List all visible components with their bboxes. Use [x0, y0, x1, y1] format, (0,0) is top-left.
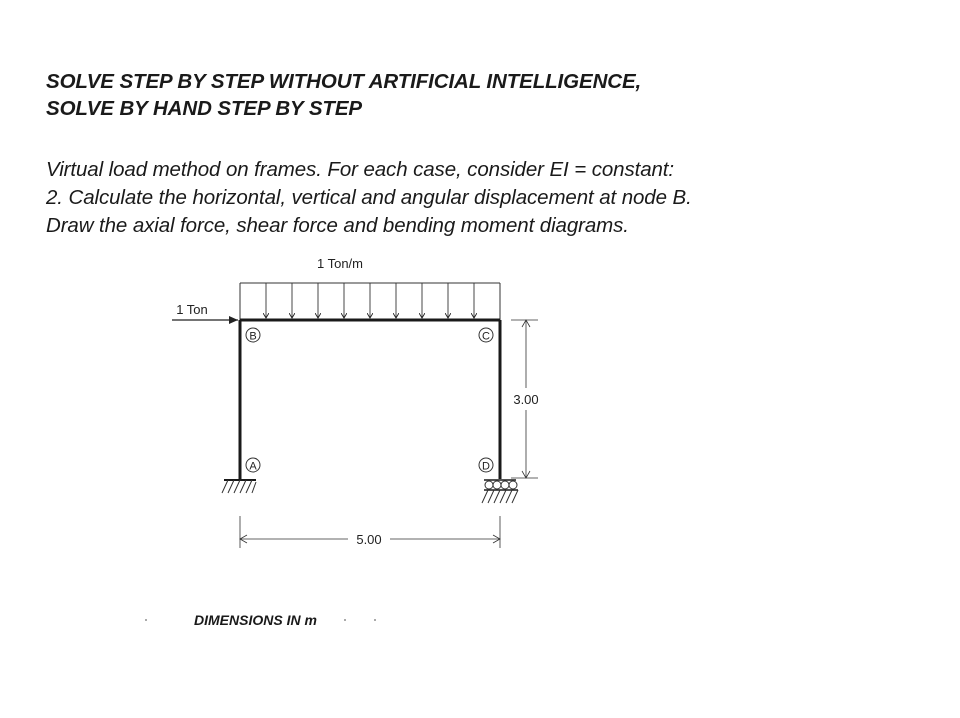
distributed-load: [240, 256, 500, 320]
node-d: [479, 458, 493, 473]
node-c-label: C: [482, 330, 490, 343]
span-dimension: [240, 516, 500, 548]
span-label: 5.00: [356, 532, 382, 547]
node-a-label: A: [249, 460, 257, 473]
roller-support-icon: [482, 480, 518, 503]
node-d-label: D: [482, 460, 490, 473]
point-load-label: 1 Ton: [176, 302, 208, 317]
node-c: [479, 328, 493, 343]
node-b-label: B: [249, 330, 257, 343]
height-dimension: [511, 320, 539, 478]
problem-line-2: 2. Calculate the horizontal, vertical and angular displacement at node B.: [46, 186, 692, 209]
point-load: [172, 302, 238, 320]
heading-line-1: SOLVE STEP BY STEP WITHOUT ARTIFICIAL INTELLIGENCE,: [46, 70, 642, 93]
fixed-support-icon: [222, 480, 256, 493]
node-a: [246, 458, 260, 473]
distributed-load-label: 1 Ton/m: [316, 256, 364, 271]
dimensions-note: DIMENSIONS IN m: [194, 612, 317, 628]
problem-line-1: Virtual load method on frames. For each case, consider EI = constant:: [46, 158, 674, 181]
frame-members: [240, 320, 500, 479]
node-b: [246, 328, 260, 343]
load-arrows: [266, 283, 474, 318]
height-label: 3.00: [513, 392, 539, 407]
problem-line-3: Draw the axial force, shear force and bending moment diagrams.: [46, 214, 629, 237]
heading-line-2: SOLVE BY HAND STEP BY STEP: [46, 97, 362, 120]
